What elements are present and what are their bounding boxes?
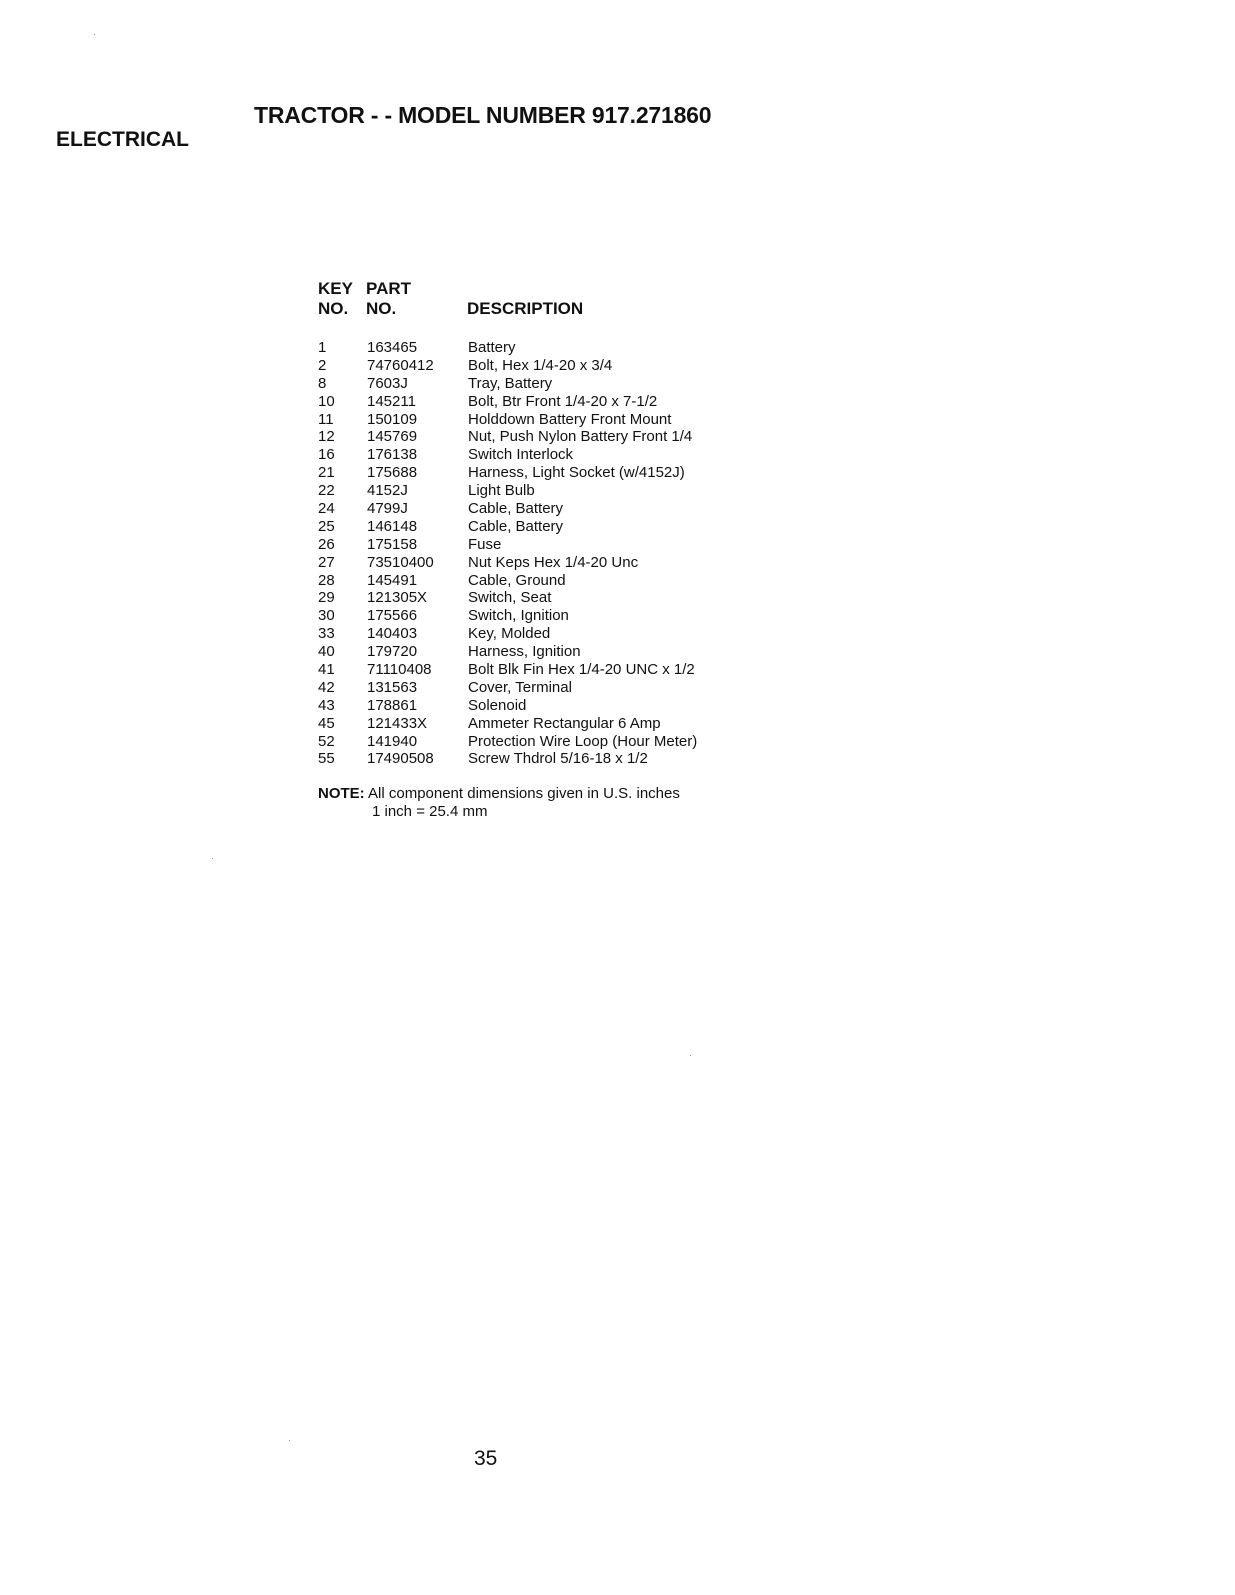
part-no: 150109: [367, 410, 418, 428]
part-no: 179720: [367, 643, 418, 661]
part-no: 71110408: [367, 661, 432, 679]
key-no: 12: [318, 428, 335, 446]
description: Light Bulb: [468, 482, 535, 500]
key-no: 30: [318, 607, 335, 625]
key-no: 26: [318, 535, 335, 553]
key-no: 24: [318, 500, 335, 518]
key-no: 16: [318, 446, 335, 464]
part-no: 175158: [367, 535, 418, 553]
description: Protection Wire Loop (Hour Meter): [468, 732, 698, 750]
part-no: 4152J: [367, 482, 408, 500]
part-no: 175688: [367, 464, 418, 482]
description: Key, Molded: [468, 625, 551, 643]
description: Cable, Battery: [468, 500, 564, 518]
key-no: 21: [318, 464, 335, 482]
description: Bolt, Btr Front 1/4-20 x 7-1/2: [468, 392, 658, 410]
key-no: 29: [318, 589, 335, 607]
description: Switch, Seat: [468, 589, 552, 607]
key-no: 33: [318, 625, 335, 643]
key-no: 41: [318, 661, 335, 679]
part-no: 131563: [367, 678, 418, 696]
scan-speck: [212, 858, 213, 859]
part-no: 74760412: [367, 356, 434, 374]
description: Holddown Battery Front Mount: [468, 410, 672, 428]
page-number: 35: [474, 1447, 498, 1470]
description: Harness, Ignition: [468, 643, 581, 661]
description: Screw Thdrol 5/16-18 x 1/2: [468, 750, 648, 768]
part-no: 17490508: [367, 750, 434, 768]
header-part-line2: NO.: [366, 299, 397, 318]
part-no: 145769: [367, 428, 418, 446]
part-no: 175566: [367, 607, 418, 625]
part-no: 121433X: [367, 714, 428, 732]
header-part-line1: PART: [366, 279, 412, 298]
key-no: 8: [318, 374, 327, 392]
scan-speck: [94, 34, 95, 35]
key-no: 52: [318, 732, 335, 750]
header-description: DESCRIPTION: [467, 299, 584, 318]
part-no: 145211: [367, 392, 416, 410]
part-no: 7603J: [367, 374, 408, 392]
part-no: 4799J: [367, 500, 408, 518]
description: Nut, Push Nylon Battery Front 1/4: [468, 428, 693, 446]
note-line1: All component dimensions given in U.S. inches: [368, 785, 680, 802]
header-key-line1: KEY: [318, 279, 353, 298]
part-no: 145491: [367, 571, 418, 589]
key-no: 2: [318, 356, 327, 374]
section-title: ELECTRICAL: [56, 128, 189, 151]
key-no: 45: [318, 714, 335, 732]
key-no: 11: [318, 410, 334, 428]
part-no: 146148: [367, 517, 418, 535]
part-no: 140403: [367, 625, 418, 643]
key-no: 27: [318, 553, 335, 571]
key-no: 40: [318, 643, 335, 661]
description: Tray, Battery: [468, 374, 553, 392]
description: Bolt, Hex 1/4-20 x 3/4: [468, 356, 613, 374]
note-line2: 1 inch = 25.4 mm: [372, 803, 488, 820]
note-label: NOTE:: [318, 785, 365, 802]
note: [318, 785, 680, 821]
description: Solenoid: [468, 696, 527, 714]
key-no: 42: [318, 678, 335, 696]
key-no: 55: [318, 750, 335, 768]
page-title: TRACTOR - - MODEL NUMBER 917.271860: [254, 102, 712, 128]
description: Fuse: [468, 535, 502, 553]
part-no: 121305X: [367, 589, 428, 607]
key-no: 10: [318, 392, 335, 410]
description: Harness, Light Socket (w/4152J): [468, 464, 685, 482]
key-no: 22: [318, 482, 335, 500]
part-no: 163465: [367, 339, 418, 356]
description: Cable, Ground: [468, 571, 566, 589]
header-key-line2: NO.: [318, 299, 349, 318]
scan-speck: [289, 1440, 290, 1441]
description: Cover, Terminal: [468, 678, 572, 696]
key-no: 1: [318, 339, 327, 356]
part-no: 178861: [367, 696, 418, 714]
key-no: 28: [318, 571, 335, 589]
key-no: 25: [318, 517, 335, 535]
part-no: 73510400: [367, 553, 434, 571]
description: Switch, Ignition: [468, 607, 569, 625]
description: Bolt Blk Fin Hex 1/4-20 UNC x 1/2: [468, 661, 695, 679]
description: Cable, Battery: [468, 517, 564, 535]
description: Nut Keps Hex 1/4-20 Unc: [468, 553, 639, 571]
part-no: 141940: [367, 732, 418, 750]
part-no: 176138: [367, 446, 418, 464]
description: Ammeter Rectangular 6 Amp: [468, 714, 661, 732]
description: Battery: [468, 339, 516, 356]
description: Switch Interlock: [468, 446, 574, 464]
scan-speck: [690, 1055, 691, 1056]
key-no: 43: [318, 696, 335, 714]
